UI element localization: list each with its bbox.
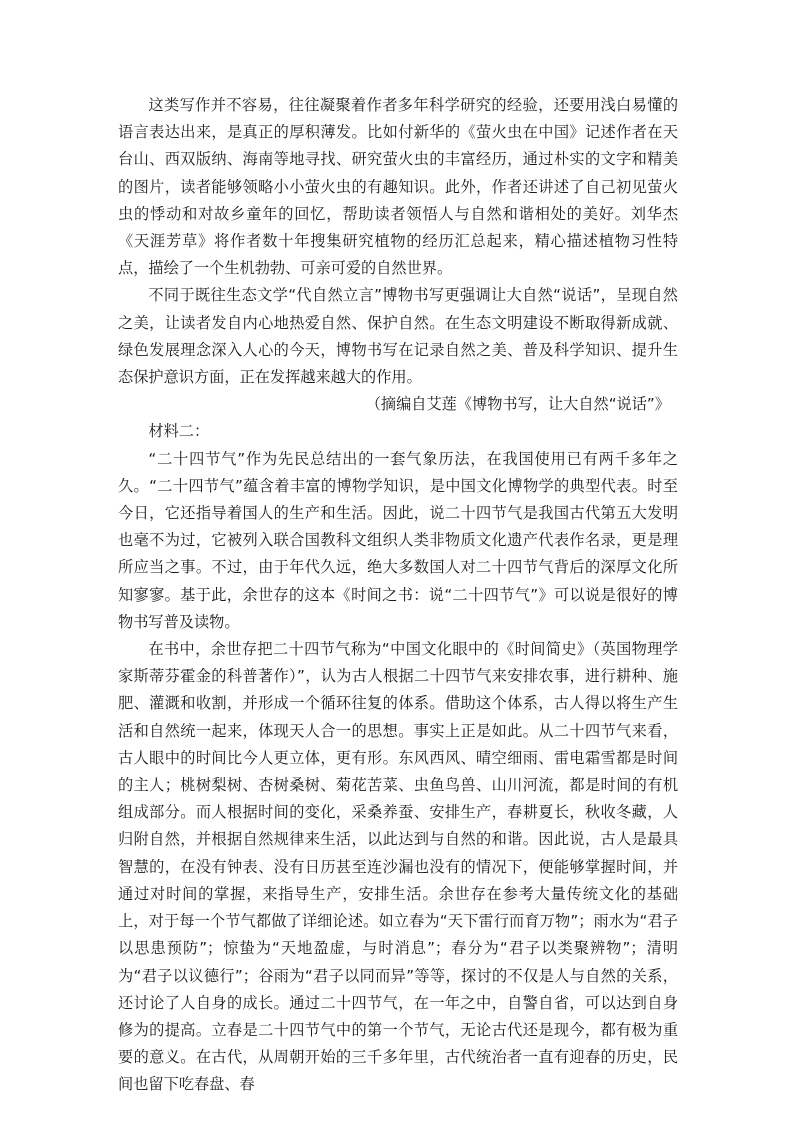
paragraph: 在书中，余世存把二十四节气称为“中国文化眼中的《时间简史》（英国物理学家斯蒂芬霍金的科普著作）”，认为古人根据二十四节气来安排农事，进行耕种、施肥、灌溉和收割，并形成一个循环往复的体系。借助这个体系，古人得以将生产生活和自然统一起来，体现天人合一的思想。事实上正是如此。从二十四节气来看，古人眼中的时间比今人更立体，更有形。东风西风、晴空细雨、雷电霜雪都是时间的主人；桃树梨树、杏树桑树、菊花苦菜、虫鱼鸟兽、山川河流，都是时间的有机组成部分。而人根据时间的变化，采桑养蚕、安排生产，春耕夏长，秋收冬藏，人归附自然，并根据自然规律来生活，以此达到与自然的和谐。因此说，古人是最具智慧的，在没有钟表、没有日历甚至连沙漏也没有的情况下，便能够掌握时间，并通过对时间的掌握，来指导生产，安排生活。余世存在参考大量传统文化的基础上，对于每一个节气都做了详细论述。如立春为“天下雷行而育万物”；雨水为“君子以思患预防”；惊蛰为“天地盈虚，与时消息”；春分为“君子以类聚辨物”；清明为“君子以议德行”；谷雨为“君子以同而异”等等，探讨的不仅是人与自然的关系，还讨论了人自身的成长。通过二十四节气，在一年之中，自警自省，可以达到自身修为的提高。立春是二十四节气中的第一个节气，无论古代还是现今，都有极为重要的意义。在古代，从周朝开始的三千多年里，古代统治者一直有迎春的历史，民间也留下吃春盘、春	[118, 640, 678, 1094]
material-label: 材料二：	[148, 422, 210, 441]
paragraph: 不同于既往生态文学“代自然立言”博物书写更强调让大自然“说话”，呈现自然之美，让读者发自内心地热爱自然、保护自然。在生态文明建设不断取得新成就、绿色发展理念深入人心的今天，博物书写在记录自然之美、普及科学知识、提升生态保护意识方面，正在发挥越来越大的作用。	[118, 286, 678, 387]
paragraph: 这类写作并不容易，往往凝聚着作者多年科学研究的经验，还要用浅白易懂的语言表达出来，是真正的厚积薄发。比如付新华的《萤火虫在中国》记述作者在天台山、西双版纳、海南等地寻找、研究萤火虫的丰富经历，通过朴实的文字和精美的图片，读者能够领略小小萤火虫的有趣知识。此外，作者还讲述了自己初见萤火虫的悸动和对故乡童年的回忆，帮助读者领悟人与自然和谐相处的美好。刘华杰《天涯芳草》将作者数十年搜集研究植物的经历汇总起来，精心描述植物习性特点，描绘了一个生机勃勃、可亲可爱的自然世界。	[118, 96, 678, 278]
paragraph: “二十四节气”作为先民总结出的一套气象历法，在我国使用已有两千多年之久。“二十四节气”蕴含着丰富的博物学知识，是中国文化博物学的典型代表。时至今日，它还指导着国人的生产和生活。因此，说二十四节气是我国古代第五大发明也毫不为过，它被列入联合国教科文组织人类非物质文化遗产代表作名录，更是理所应当之事。不过，由于年代久远，绝大多数国人对二十四节气背后的深厚文化所知寥寥。基于此，余世存的这本《时间之书：说“二十四节气”》可以说是很好的博物书写普及读物。	[118, 449, 678, 631]
article-body	[118, 92, 678, 1099]
source-citation: （摘编自艾莲《博物书写，让大自然“说话”》	[365, 395, 670, 414]
